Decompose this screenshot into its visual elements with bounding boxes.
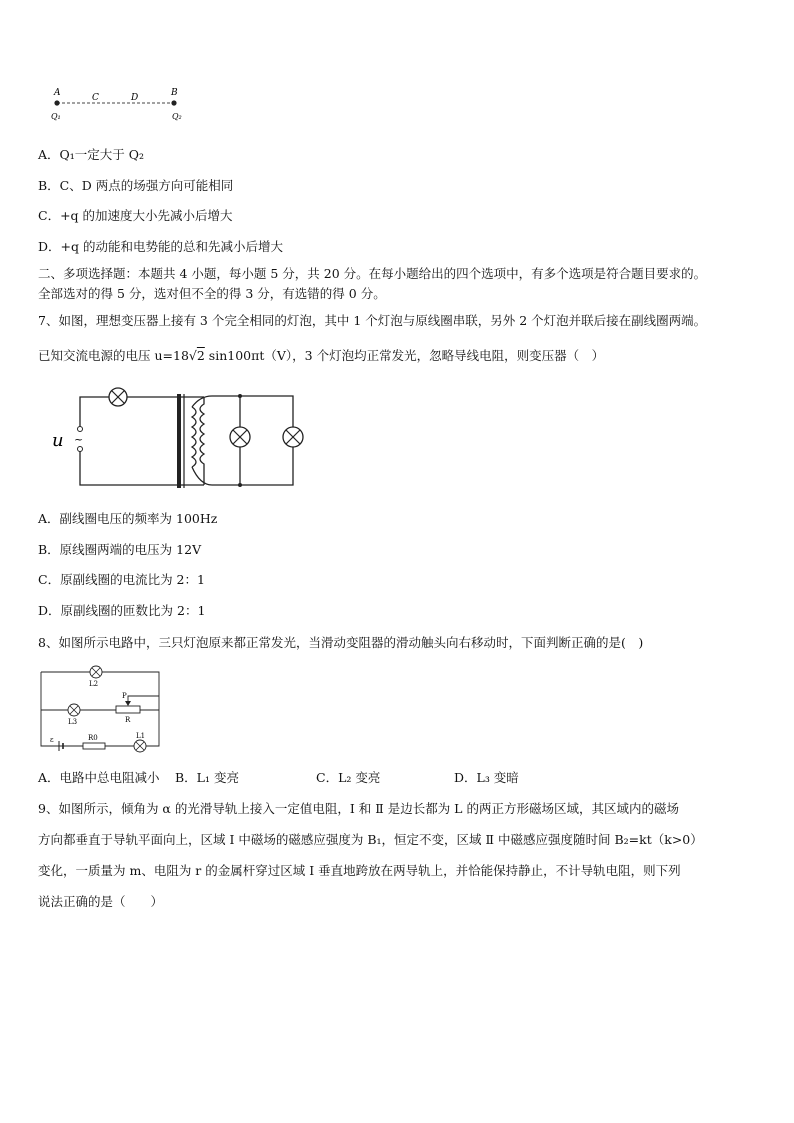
label-c: C (92, 93, 99, 103)
resistor-r0 (83, 743, 105, 749)
q9-stem-line-1: 9、如图所示，倾角为 α 的光滑导轨上接入一定值电阻，Ⅰ 和 Ⅱ 是边长都为 L 的两正方形磁场区域，其区域内的磁场 (38, 801, 679, 816)
bulb-l1 (134, 740, 146, 752)
q6-option-a: A．Q₁一定大于 Q₂ (38, 147, 145, 162)
primary-coil (200, 397, 204, 485)
q9-stem-line-4: 说法正确的是（ ） (38, 894, 164, 909)
q6-option-c: C．+q 的加速度大小先减小后增大 (38, 208, 233, 223)
charge-a-dot (54, 100, 59, 105)
q8-option-d: D．L₃ 变暗 (454, 770, 519, 785)
slider-p (125, 701, 131, 706)
bulb-l2 (90, 666, 102, 678)
section-2-line-2: 全部选对的得 5 分，选对但不全的得 3 分，有选错的得 0 分。 (38, 286, 386, 301)
label-l3: L3 (68, 718, 78, 726)
q8-circuit (36, 660, 166, 760)
q7-option-c: C．原副线圈的电流比为 2：1 (38, 572, 205, 587)
q9-stem-line-3: 变化，一质量为 m、电阻为 r 的金属杆穿过区域 Ⅰ 垂直地跨放在两导轨上，并恰能保持静止，不计导轨电阻，则下列 (38, 863, 681, 878)
series-bulb (109, 388, 127, 406)
q8-option-c: C．L₂ 变亮 (316, 770, 381, 785)
core (177, 394, 181, 488)
q7-option-d: D．原副线圈的匝数比为 2：1 (38, 603, 206, 618)
rheostat-r (116, 706, 140, 713)
ac-tilde: ~ (74, 433, 84, 446)
secondary-coil (192, 407, 196, 467)
charges-figure (40, 84, 200, 128)
label-r: R (125, 716, 131, 724)
q8-option-b: B．L₁ 变亮 (175, 770, 239, 785)
label-r0: R0 (88, 734, 98, 742)
source-u-label: u (52, 430, 64, 451)
transformer-circuit (40, 382, 320, 492)
q7-voltage-prefix: 已知交流电源的电压 u=18 (38, 348, 189, 363)
q6-option-b: B．C、D 两点的场强方向可能相同 (38, 178, 234, 193)
q9-stem-line-2: 方向都垂直于导轨平面向上，区域 Ⅰ 中磁场的磁感应强度为 B₁，恒定不变，区域 Ⅱ 中磁感应强度随时间 B₂=kt（k>0） (38, 832, 703, 847)
label-q2: Q₂ (172, 112, 182, 121)
label-p: P (122, 692, 127, 700)
q7-voltage-suffix: sin100πt（V），3 个灯泡均正常发光，忽略导线电阻，则变压器（ ） (204, 348, 605, 363)
q7-option-a: A．副线圈电压的频率为 100Hz (38, 511, 218, 526)
parallel-bulb-1 (230, 427, 250, 447)
sqrt-symbol: √ (188, 348, 197, 363)
bulb-l3 (68, 704, 80, 716)
q7-option-b: B．原线圈两端的电压为 12V (38, 542, 202, 557)
label-a: A (54, 88, 61, 98)
q8-stem: 8、如图所示电路中，三只灯泡原来都正常发光，当滑动变阻器的滑动触头向右移动时，下面判断正确的是( ) (38, 635, 644, 650)
charge-b-dot (171, 100, 176, 105)
label-d: D (131, 93, 139, 103)
label-q1: Q₁ (51, 112, 61, 121)
label-l2: L2 (89, 680, 99, 688)
label-l1: L1 (136, 732, 146, 740)
label-epsilon: ε (50, 736, 54, 744)
q7-stem-line-2 (38, 347, 604, 365)
label-b: B (171, 88, 178, 98)
sqrt-radicand: 2 (196, 348, 205, 363)
q7-stem-line-1: 7、如图，理想变压器上接有 3 个完全相同的灯泡，其中 1 个灯泡与原线圈串联，另外 2 个灯泡并联后接在副线圈两端。 (38, 313, 707, 328)
section-2-line-1: 二、多项选择题：本题共 4 小题，每小题 5 分，共 20 分。在每小题给出的四个选项中，有多个选项是符合题目要求的。 (38, 266, 707, 281)
q6-option-d: D．+q 的动能和电势能的总和先减小后增大 (38, 239, 283, 254)
parallel-bulb-2 (283, 427, 303, 447)
q8-option-a: A．电路中总电阻减小 (38, 770, 160, 785)
